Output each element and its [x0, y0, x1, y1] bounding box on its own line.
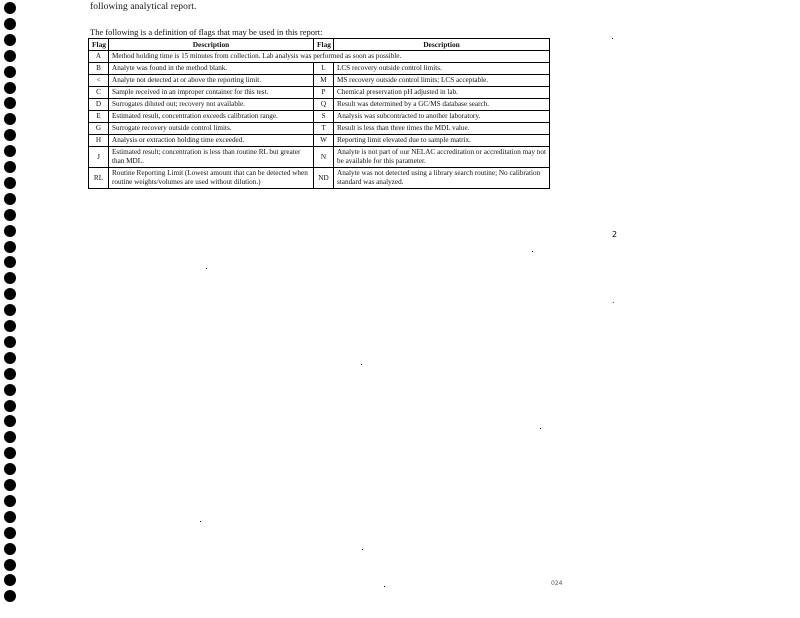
flag-code-2: T — [314, 123, 334, 135]
flag-code-2: S — [314, 111, 334, 123]
scan-speck — [206, 268, 207, 269]
table-row — [89, 99, 550, 111]
table-caption: The following is a definition of flags that may be used in this report: — [90, 27, 323, 37]
binder-hole — [4, 34, 16, 46]
flag-description-2: MS recovery outside control limits; LCS acceptable. — [334, 75, 550, 87]
binder-hole — [4, 225, 16, 237]
binder-hole — [4, 336, 16, 348]
scan-speck — [362, 549, 363, 550]
flag-code: RL — [89, 168, 109, 189]
edge-mark: . — [612, 296, 615, 305]
binder-hole — [4, 193, 16, 205]
scan-speck — [540, 428, 541, 429]
flag-description-2: Chemical preservation pH adjusted in lab. — [334, 87, 550, 99]
edge-mark: 2 — [612, 230, 618, 239]
binder-hole — [4, 320, 16, 332]
flag-description: Sample received in an improper container for this test. — [109, 87, 314, 99]
flag-code-2: ND — [314, 168, 334, 189]
scan-speck — [612, 38, 613, 39]
header-description: Description — [109, 39, 314, 51]
binder-holes — [4, 0, 18, 618]
binder-hole — [4, 352, 16, 364]
flag-description: Surrogate recovery outside control limits. — [109, 123, 314, 135]
binder-hole — [4, 66, 16, 78]
table-row — [89, 168, 550, 189]
binder-hole — [4, 495, 16, 507]
flag-code-2: Q — [314, 99, 334, 111]
flag-description-2: Analysis was subcontracted to another laboratory. — [334, 111, 550, 123]
binder-hole — [4, 304, 16, 316]
binder-hole — [4, 97, 16, 109]
flag-description: Method holding time is 15 minutes from collection. Lab analysis was performed as soon as possible. — [109, 51, 550, 63]
flag-code: H — [89, 135, 109, 147]
binder-hole — [4, 511, 16, 523]
binder-hole — [4, 129, 16, 141]
header-flag-2: Flag — [314, 39, 334, 51]
flag-description: Analyte not detected at or above the reporting limit. — [109, 75, 314, 87]
flag-description: Routine Reporting Limit (Lowest amount that can be detected when routine weights/volumes are used without dilution.) — [109, 168, 314, 189]
binder-hole — [4, 256, 16, 268]
scan-speck — [384, 586, 385, 587]
flag-code: E — [89, 111, 109, 123]
flag-description-2: Result is less than three times the MDL value. — [334, 123, 550, 135]
binder-hole — [4, 177, 16, 189]
flag-code: G — [89, 123, 109, 135]
flag-description-2: Reporting limit elevated due to sample matrix. — [334, 135, 550, 147]
flag-code-2: N — [314, 147, 334, 168]
page-number: 024 — [551, 580, 563, 587]
table-row — [89, 75, 550, 87]
flag-description: Surrogates diluted out; recovery not available. — [109, 99, 314, 111]
binder-hole — [4, 368, 16, 380]
flag-description-2: Result was determined by a GC/MS database search. — [334, 99, 550, 111]
binder-hole — [4, 288, 16, 300]
flag-code: J — [89, 147, 109, 168]
table-row — [89, 111, 550, 123]
flag-description: Analysis or extraction holding time exceeded. — [109, 135, 314, 147]
binder-hole — [4, 113, 16, 125]
binder-hole — [4, 145, 16, 157]
binder-hole — [4, 559, 16, 571]
flag-description: Estimated result; concentration is less than routine RL but greater than MDL. — [109, 147, 314, 168]
flag-code-2: M — [314, 75, 334, 87]
binder-hole — [4, 400, 16, 412]
table-header-row — [89, 39, 550, 51]
flag-code: < — [89, 75, 109, 87]
binder-hole — [4, 272, 16, 284]
table-row — [89, 135, 550, 147]
binder-hole — [4, 384, 16, 396]
flag-description: Estimated result, concentration exceeds calibration range. — [109, 111, 314, 123]
flag-code-2: P — [314, 87, 334, 99]
binder-hole — [4, 415, 16, 427]
binder-hole — [4, 527, 16, 539]
binder-hole — [4, 463, 16, 475]
scan-speck — [361, 364, 362, 365]
binder-hole — [4, 431, 16, 443]
binder-hole — [4, 447, 16, 459]
binder-hole — [4, 82, 16, 94]
flag-description-2: LCS recovery outside control limits. — [334, 63, 550, 75]
flag-code-2: W — [314, 135, 334, 147]
binder-hole — [4, 241, 16, 253]
flag-description-2: Analyte was not detected using a library search routine; No calibration standard was analyzed. — [334, 168, 550, 189]
binder-hole — [4, 479, 16, 491]
flag-code: D — [89, 99, 109, 111]
binder-hole — [4, 50, 16, 62]
flag-description-2: Analyte is not part of our NELAC accreditation or accreditation may not be available for this parameter. — [334, 147, 550, 168]
flag-description: Analyte was found in the method blank. — [109, 63, 314, 75]
table-row — [89, 63, 550, 75]
binder-hole — [4, 574, 16, 586]
binder-hole — [4, 18, 16, 30]
flag-code: B — [89, 63, 109, 75]
header-flag: Flag — [89, 39, 109, 51]
table-row — [89, 123, 550, 135]
flag-code: C — [89, 87, 109, 99]
binder-hole — [4, 543, 16, 555]
binder-hole — [4, 161, 16, 173]
intro-text: following analytical report. — [90, 2, 197, 12]
binder-hole — [4, 590, 16, 602]
flag-code: A — [89, 51, 109, 63]
scan-speck — [200, 521, 201, 522]
scan-speck — [532, 251, 533, 252]
table-row — [89, 87, 550, 99]
binder-hole — [4, 209, 16, 221]
header-description-2: Description — [334, 39, 550, 51]
flag-code-2: L — [314, 63, 334, 75]
flag-definition-table — [88, 38, 550, 189]
binder-hole — [4, 2, 16, 14]
table-row — [89, 51, 550, 63]
table-row — [89, 147, 550, 168]
